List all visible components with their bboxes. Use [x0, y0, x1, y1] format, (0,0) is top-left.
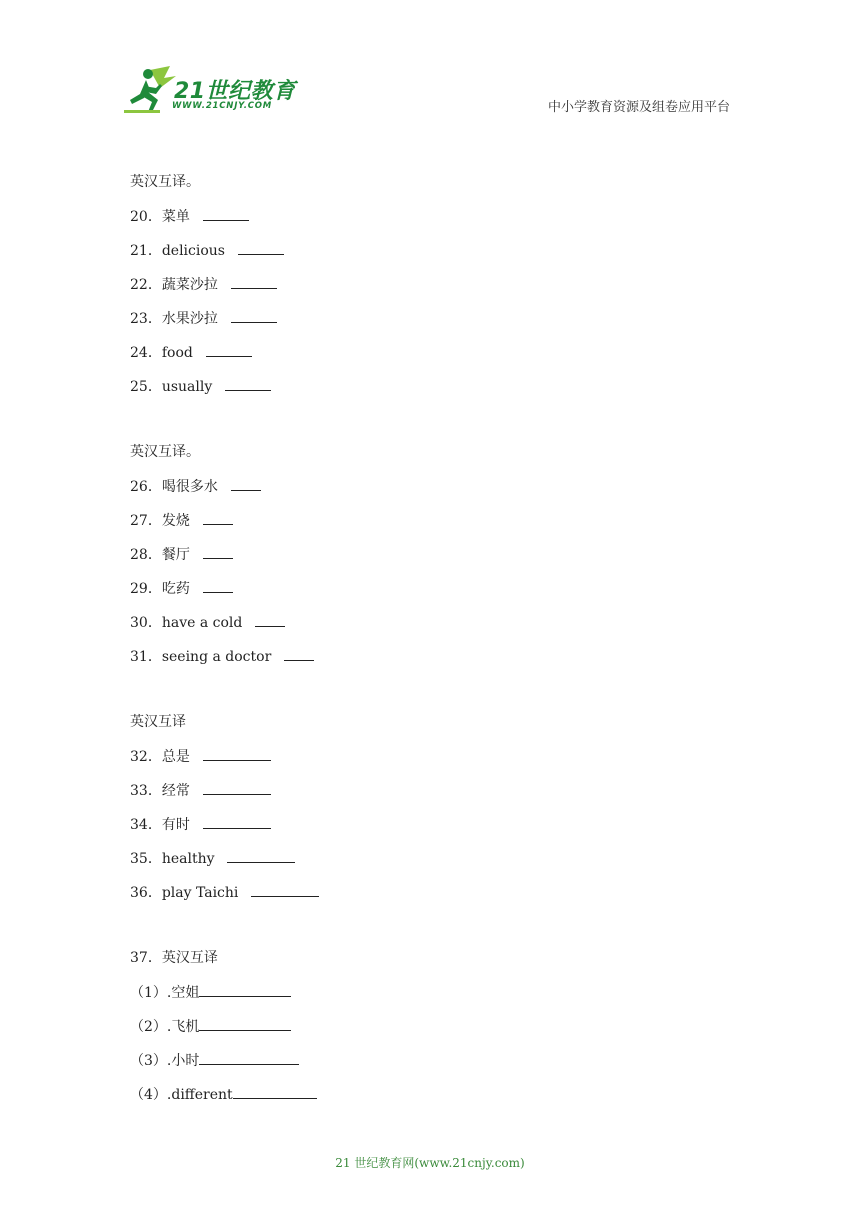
- question-item: [130, 544, 730, 578]
- question-number: 20．: [130, 209, 162, 225]
- question-item: [130, 206, 730, 240]
- logo-text: 21世纪教育: [174, 79, 296, 104]
- question-37-title: 37．英汉互译: [130, 950, 218, 966]
- question-number: 35．: [130, 851, 162, 867]
- question-item: [130, 746, 730, 780]
- section-title: 英汉互译。: [130, 444, 200, 460]
- answer-blank[interactable]: [206, 342, 252, 357]
- sub-question-item: [130, 982, 730, 1016]
- question-item: [130, 814, 730, 848]
- question-item: [130, 780, 730, 814]
- sub-question-item: [130, 1084, 730, 1118]
- answer-blank[interactable]: [231, 476, 261, 491]
- page-header: [0, 0, 860, 130]
- question-text: 蔬菜沙拉: [161, 277, 218, 293]
- question-text: 发烧: [161, 513, 190, 529]
- question-text: 水果沙拉: [161, 311, 218, 327]
- question-item: [130, 646, 730, 680]
- question-number: 21．: [130, 243, 162, 259]
- question-item: [130, 848, 730, 882]
- question-number: 23．: [130, 311, 162, 327]
- logo: [120, 64, 296, 120]
- question-text: delicious: [161, 243, 225, 259]
- section-title: 英汉互译: [130, 714, 186, 730]
- sub-question-text: （3）.小时: [130, 1053, 200, 1069]
- answer-blank[interactable]: [203, 578, 233, 593]
- question-text: have a cold: [161, 615, 243, 631]
- platform-name: 中小学教育资源及组卷应用平台: [547, 100, 730, 115]
- question-text: healthy: [161, 851, 215, 867]
- question-number: 27．: [130, 513, 162, 529]
- question-item: [130, 342, 730, 376]
- sub-question-item: [130, 1016, 730, 1050]
- question-text: 餐厅: [161, 547, 190, 563]
- sub-question-text: （2）.飞机: [130, 1019, 200, 1035]
- question-item: [130, 240, 730, 274]
- answer-blank[interactable]: [199, 1050, 299, 1065]
- answer-blank[interactable]: [203, 814, 271, 829]
- question-item: [130, 274, 730, 308]
- question-number: 31．: [130, 649, 162, 665]
- question-text: 有时: [161, 817, 190, 833]
- question-number: 22．: [130, 277, 162, 293]
- question-text: 经常: [161, 783, 190, 799]
- question-number: 30．: [130, 615, 162, 631]
- question-text: 吃药: [161, 581, 190, 597]
- sub-question-item: [130, 1050, 730, 1084]
- question-number: 26．: [130, 479, 162, 495]
- question-text: 总是: [161, 749, 190, 765]
- answer-blank[interactable]: [199, 982, 291, 997]
- answer-blank[interactable]: [238, 240, 284, 255]
- question-item: [130, 308, 730, 342]
- answer-blank[interactable]: [251, 882, 319, 897]
- sub-question-text: （1）.空姐: [130, 985, 200, 1001]
- question-text: 喝很多水: [161, 479, 218, 495]
- answer-blank[interactable]: [255, 612, 285, 627]
- question-number: 29．: [130, 581, 162, 597]
- answer-blank[interactable]: [231, 308, 277, 323]
- question-number: 36．: [130, 885, 162, 901]
- question-text: usually: [161, 379, 213, 395]
- answer-blank[interactable]: [203, 746, 271, 761]
- logo-url: WWW.21CNJY.COM: [172, 101, 273, 111]
- question-text: food: [161, 345, 193, 361]
- answer-blank[interactable]: [203, 544, 233, 559]
- answer-blank[interactable]: [227, 848, 295, 863]
- question-item: [130, 376, 730, 410]
- answer-blank[interactable]: [203, 206, 249, 221]
- answer-blank[interactable]: [203, 780, 271, 795]
- section-gap: [130, 680, 730, 712]
- question-item: [130, 476, 730, 510]
- answer-blank[interactable]: [284, 646, 314, 661]
- question-item: [130, 882, 730, 916]
- answer-blank[interactable]: [233, 1084, 317, 1099]
- question-item: [130, 612, 730, 646]
- question-text: seeing a doctor: [161, 649, 272, 665]
- question-item: [130, 510, 730, 544]
- question-number: 34．: [130, 817, 162, 833]
- worksheet-content: [130, 172, 730, 1118]
- answer-blank[interactable]: [199, 1016, 291, 1031]
- question-number: 33．: [130, 783, 162, 799]
- answer-blank[interactable]: [231, 274, 277, 289]
- question-item: [130, 578, 730, 612]
- answer-blank[interactable]: [225, 376, 271, 391]
- section-gap: [130, 916, 730, 948]
- question-text: play Taichi: [161, 885, 239, 901]
- answer-blank[interactable]: [203, 510, 233, 525]
- question-number: 28．: [130, 547, 162, 563]
- section-gap: [130, 410, 730, 442]
- question-text: 菜单: [161, 209, 190, 225]
- sub-question-text: （4）.different: [130, 1087, 233, 1103]
- page-footer[interactable]: 21 世纪教育网(www.21cnjy.com): [335, 1156, 525, 1170]
- question-number: 25．: [130, 379, 162, 395]
- question-number: 32．: [130, 749, 162, 765]
- section-title: 英汉互译。: [130, 174, 200, 190]
- question-number: 24．: [130, 345, 162, 361]
